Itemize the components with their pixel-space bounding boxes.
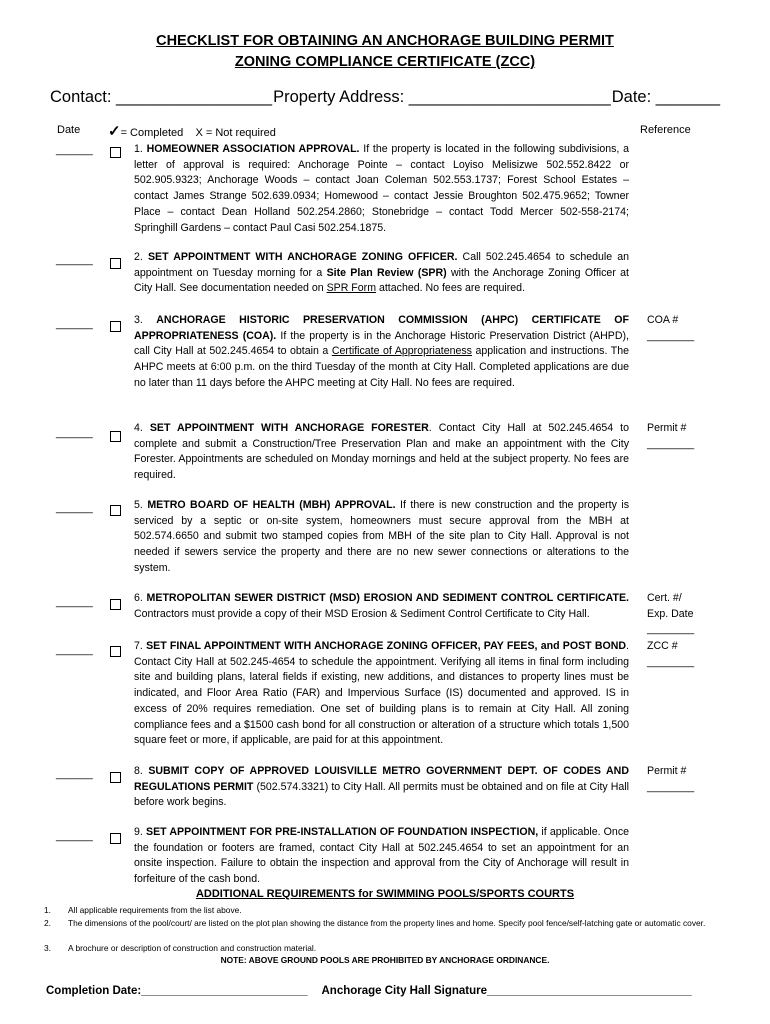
item-9-body: if applicable. Once the foundation or footers are framed, contact City Hall at 502.245.4654 to set an appointment for an onsite inspection. Failure to obtain the inspection and approval from the City of Anchorage will result in forfeiture of the cash bond. xyxy=(134,826,630,886)
item-3-text: 3. ANCHORAGE HISTORIC PRESERVATION COMMISSION (AHPC) CERTIFICATE OF APPROPRIATENESS (COA). If the property is in the Anchorage Historic Preservation District (AHPD), call City Hall at 502.245.4654 to obtain a Certificate of Appropriateness application and instructions. The AHPC meets at 6:00 p.m. on the third Tuesday of the month at City Hall. Completed applications are due no later than 11 days before the AHPC meeting at City Hall. No fees are required. xyxy=(134,314,629,389)
item-6-checkbox[interactable] xyxy=(110,599,121,610)
item-1-number: 1. xyxy=(134,143,147,155)
footnote-3-text: A brochure or description of construction and construction material. xyxy=(68,943,317,953)
reference-column-header: Reference xyxy=(640,124,691,136)
footnote-1-number: 1. xyxy=(44,905,51,915)
item-7-heading: SET FINAL APPOINTMENT WITH ANCHORAGE ZONING OFFICER, PAY FEES, and POST BOND xyxy=(146,640,627,652)
item-1-date-blank[interactable]: ______ xyxy=(56,144,93,156)
item-4-body: . Contact City Hall at 502.245.4654 to complete and submit a Construction/Tree Preservation Plan and make an appointment with the City Forester. Appointments are scheduled on Monday mornings and held at the subject property. No fees are required. xyxy=(134,422,629,482)
item-8-text xyxy=(134,764,629,811)
item-6-body: Contractors must provide a copy of their MSD Erosion & Sediment Control Certificate to City Hall. xyxy=(134,607,590,620)
footnote-2-text: The dimensions of the pool/court/ are listed on the plot plan showing the distance from the property lines and home. Specify pool fence/self-latching gate or automatic cover. xyxy=(68,918,706,928)
item-1-text xyxy=(134,142,629,236)
item-9-checkbox[interactable] xyxy=(110,833,121,844)
item-6-number: 6. xyxy=(134,592,147,604)
item-1-checkbox[interactable] xyxy=(110,147,121,158)
footnote-2-number: 2. xyxy=(44,918,51,928)
item-6-heading: METROPOLITAN SEWER DISTRICT (MSD) EROSION AND SEDIMENT CONTROL CERTIFICATE. xyxy=(146,592,629,604)
item-7-date-blank[interactable]: ______ xyxy=(56,644,93,656)
footer xyxy=(46,985,692,997)
item-5-body: If there is new construction and the property is serviced by a septic or on-site system, homeowners must secure approval from the MBH at 502.574.6650 and submit two stamped copies from MBH of the site plan to City Hall. Approval is not needed if sewers service the property and there are no new sewer connections or alterations to the system. xyxy=(134,499,630,574)
document-title: CHECKLIST FOR OBTAINING AN ANCHORAGE BUILDING PERMIT xyxy=(156,33,614,49)
property-address-field[interactable]: Property Address: ______________________ xyxy=(273,88,611,106)
item-5-heading: METRO BOARD OF HEALTH (MBH) APPROVAL. xyxy=(147,499,396,511)
item-7-number: 7. xyxy=(134,640,147,652)
item-4-reference[interactable]: Permit # ________ xyxy=(647,422,695,450)
coa-link[interactable]: Certificate of Appropriateness xyxy=(331,345,472,358)
contact-field[interactable]: Contact: _________________ xyxy=(50,88,273,106)
item-4-number: 4. xyxy=(134,422,150,434)
completion-date-field[interactable]: Completion Date:__________________________ xyxy=(46,985,308,997)
item-5-number: 5. xyxy=(134,499,148,511)
item-9-number: 9. xyxy=(134,826,146,838)
signature-field[interactable]: Anchorage City Hall Signature________________________________ xyxy=(321,985,692,997)
document-subtitle: ZONING COMPLIANCE CERTIFICATE (ZCC) xyxy=(234,54,536,70)
item-8-date-blank[interactable]: ______ xyxy=(56,768,93,780)
item-3-heading: ANCHORAGE HISTORIC PRESERVATION COMMISSION (AHPC) CERTIFICATE OF APPROPRIATENESS (COA). xyxy=(134,314,629,342)
item-7-reference[interactable]: ZCC # ________ xyxy=(647,640,695,668)
footnote-1-text: All applicable requirements from the list above. xyxy=(68,905,242,915)
item-2-checkbox[interactable] xyxy=(110,258,121,269)
item-5-date-blank[interactable]: ______ xyxy=(56,502,93,514)
legend xyxy=(108,122,276,140)
item-9-text xyxy=(134,825,629,888)
site-plan-review-label: Site Plan Review (SPR) xyxy=(326,266,447,279)
item-2-heading: SET APPOINTMENT WITH ANCHORAGE ZONING OFFICER. xyxy=(147,251,458,263)
item-4-checkbox[interactable] xyxy=(110,431,121,442)
item-9-heading: SET APPOINTMENT FOR PRE-INSTALLATION OF FOUNDATION INSPECTION, xyxy=(146,826,539,838)
item-6-date-blank[interactable]: ______ xyxy=(56,596,93,608)
item-3-number: 3. xyxy=(134,314,157,326)
item-4-text xyxy=(134,421,629,484)
item-4-date-blank[interactable]: ______ xyxy=(56,427,93,439)
item-8-body: (502.574.3321) to City Hall. All permits must be obtained and on file at City Hall before work begins. xyxy=(134,780,629,809)
item-8-heading: SUBMIT COPY OF APPROVED LOUISVILLE METRO GOVERNMENT DEPT. OF CODES AND REGULATIONS PERMIT xyxy=(134,765,629,793)
item-1-heading: HOMEOWNER ASSOCIATION APPROVAL. xyxy=(146,143,360,155)
item-8-number: 8. xyxy=(134,765,149,777)
item-2-number: 2. xyxy=(134,251,148,263)
item-7-text xyxy=(134,639,629,749)
item-3-checkbox[interactable] xyxy=(110,321,121,332)
item-9-date-blank[interactable]: ______ xyxy=(56,830,93,842)
item-7-body: . Contact City Hall at 502.245-4654 to schedule the appointment. Verifying all items in final form including site and building plans, lateral fields if existing, new additions, and distances to property lines must be indicated, and Floor Area Ratio (FAR) and Impervious Surface (IS) documented and approved. IS in excess of 20% requires remediation. One set of building plans is to remain at City Hall. All zoning compliance fees and a $1500 cash bond for all construction or alteration of a structure which totals 1,500 square feet or more, if applicable, are paid for at this appointment. xyxy=(134,640,629,747)
date-column-header: Date xyxy=(57,124,81,136)
item-3-date-blank[interactable]: ______ xyxy=(56,318,93,330)
item-8-reference[interactable]: Permit # ________ xyxy=(647,765,695,793)
additional-requirements-heading: ADDITIONAL REQUIREMENTS for SWIMMING POOLS/SPORTS COURTS xyxy=(195,888,575,900)
item-2-text: 2. SET APPOINTMENT WITH ANCHORAGE ZONING OFFICER. Call 502.245.4654 to schedule an appointment on Tuesday morning for a Site Plan Review (SPR) with the Anchorage Zoning Officer at City Hall. See documentation needed on SPR Form attached. No fees are required. xyxy=(134,251,630,295)
item-2-date-blank[interactable]: ______ xyxy=(56,254,93,266)
item-3-reference[interactable]: COA # ________ xyxy=(647,314,695,342)
item-1-body: If the property is located in the following subdivisions, a letter of approval is required: Anchorage Pointe – contact Loyiso Melisizwe 502.552.8422 or 502.905.9323; Anchorage Woods – contact Joan Coleman 502.553.1737; Forest School Estates – contact James Strange 502.639.0934; Homewood – contact Jessie Broughton 502.475.9652; Towner Place – contact Dean Holland 502.254.2860; Stonebridge – contact Todd Mercer 502-558-2174; Springhill Gardens – contact Paul Casi 502.254.1875. xyxy=(134,143,629,234)
item-5-text xyxy=(134,498,629,577)
pool-note: NOTE: ABOVE GROUND POOLS ARE PROHIBITED BY ANCHORAGE ORDINANCE. xyxy=(220,955,550,965)
item-6-text xyxy=(134,591,629,622)
item-8-checkbox[interactable] xyxy=(110,772,121,783)
item-7-checkbox[interactable] xyxy=(110,646,121,657)
check-mark-icon: ✓ xyxy=(108,123,121,140)
contact-line xyxy=(50,88,720,107)
item-6-reference[interactable]: Cert. #/ Exp. Date ________ xyxy=(647,592,695,636)
spr-form-link[interactable]: SPR Form xyxy=(326,282,377,295)
item-5-checkbox[interactable] xyxy=(110,505,121,516)
footnote-3-number: 3. xyxy=(44,943,51,953)
date-field[interactable]: Date: _______ xyxy=(611,88,720,106)
legend-text: = Completed X = Not required xyxy=(120,127,276,139)
item-4-heading: SET APPOINTMENT WITH ANCHORAGE FORESTER xyxy=(149,422,429,434)
